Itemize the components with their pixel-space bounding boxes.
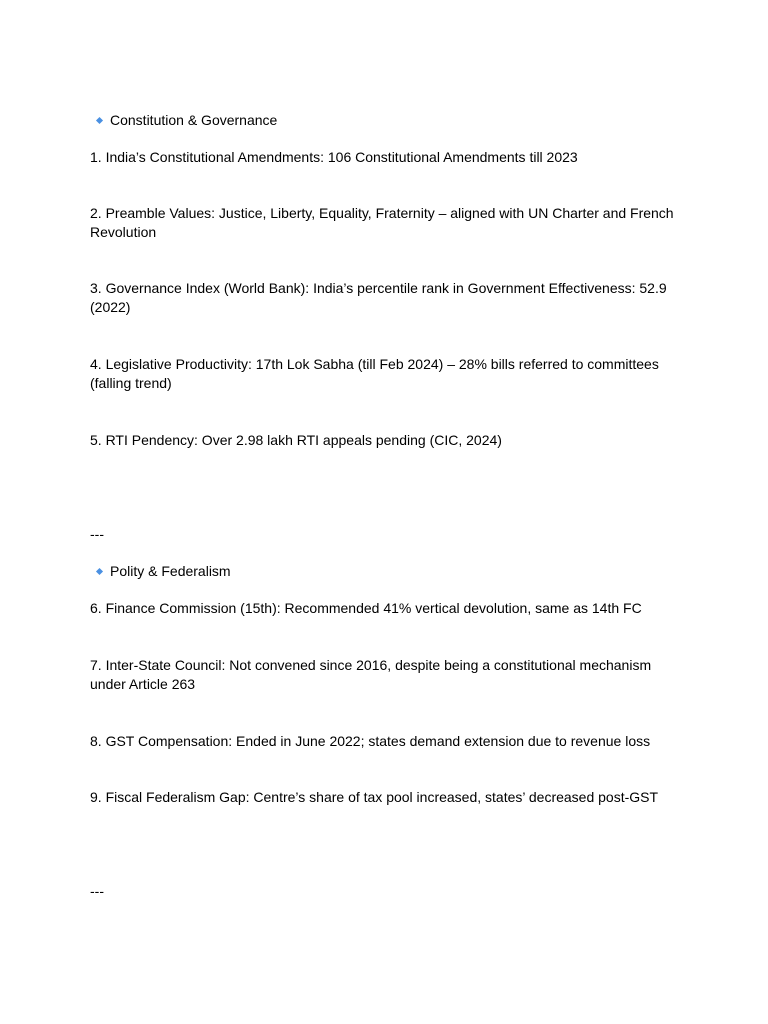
list-item: 4. Legislative Productivity: 17th Lok Sabha (till Feb 2024) – 28% bills referred to committees (falling trend) [90, 356, 659, 391]
list-item: 6. Finance Commission (15th): Recommended 41% vertical devolution, same as 14th FC [90, 600, 642, 616]
section-heading-label: Constitution & Governance [110, 112, 278, 128]
section-heading-constitution [94, 111, 684, 130]
list-item: 7. Inter-State Council: Not convened since 2016, despite being a constitutional mechanism under Article 263 [90, 657, 652, 692]
list-item: 9. Fiscal Federalism Gap: Centre’s share of tax pool increased, states’ decreased post-GST [90, 789, 659, 805]
list-item: 8. GST Compensation: Ended in June 2022; states demand extension due to revenue loss [90, 733, 651, 749]
blue-diamond-icon [96, 568, 103, 575]
list-item: 5. RTI Pendency: Over 2.98 lakh RTI appeals pending (CIC, 2024) [90, 432, 502, 448]
section-separator: --- [90, 526, 104, 542]
list-item: 2. Preamble Values: Justice, Liberty, Equality, Fraternity – aligned with UN Charter and French Revolution [90, 205, 674, 240]
section-separator: --- [90, 883, 104, 899]
blue-diamond-icon [96, 117, 103, 124]
section-heading-polity [94, 562, 684, 581]
list-item: 3. Governance Index (World Bank): India’s percentile rank in Government Effectiveness: 52.9 (2022) [90, 280, 667, 315]
list-item: 1. India’s Constitutional Amendments: 106 Constitutional Amendments till 2023 [90, 149, 578, 165]
section-heading-label: Polity & Federalism [110, 563, 231, 579]
